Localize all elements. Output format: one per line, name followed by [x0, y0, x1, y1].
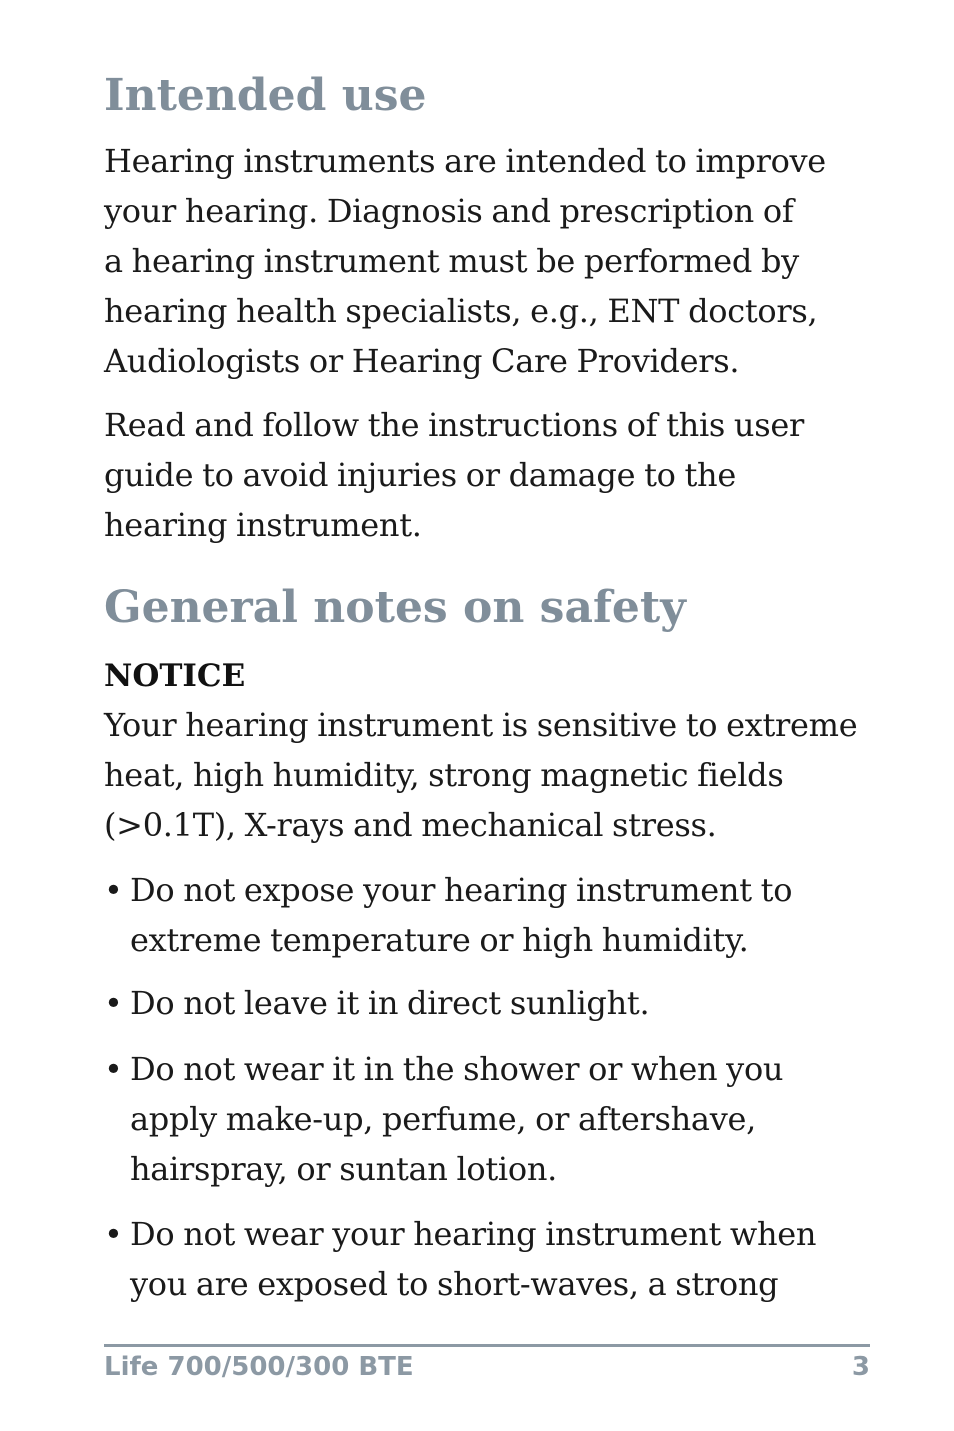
bullet-icon: • [104, 1050, 123, 1088]
text-line: (>0.1T), X-rays and mechanical stress. [104, 806, 717, 844]
bullet-text [130, 865, 870, 965]
footer-divider [104, 1344, 870, 1347]
text-line: hearing health specialists, e.g., ENT doctors, [104, 292, 818, 330]
text-line: Your hearing instrument is sensitive to extreme [104, 706, 858, 744]
text-line: extreme temperature or high humidity. [130, 921, 749, 959]
bullet-text [130, 1044, 870, 1194]
footer-product-name: Life 700/500/300 BTE [104, 1352, 414, 1382]
page-number: 3 [851, 1352, 870, 1382]
list-item [104, 1209, 870, 1309]
list-item [104, 1044, 870, 1194]
list-item [104, 978, 870, 1028]
text-line: apply make-up, perfume, or aftershave, [130, 1100, 756, 1138]
text-line: Hearing instruments are intended to improve [104, 142, 826, 180]
text-line: your hearing. Diagnosis and prescription of [104, 192, 794, 230]
notice-label: NOTICE [104, 658, 246, 694]
text-line: you are exposed to short-waves, a strong [130, 1265, 779, 1303]
intended-use-paragraph [104, 136, 870, 386]
text-line: hearing instrument. [104, 506, 422, 544]
text-line: Do not leave it in direct sunlight. [130, 984, 650, 1022]
text-line: Do not wear your hearing instrument when [130, 1215, 817, 1253]
text-line: Do not wear it in the shower or when you [130, 1050, 784, 1088]
text-line: Read and follow the instructions of this user [104, 406, 804, 444]
section-heading-intended-use: Intended use [104, 70, 427, 121]
text-line: Audiologists or Hearing Care Providers. [104, 342, 740, 380]
text-line: hairspray, or suntan lotion. [130, 1150, 558, 1188]
bullet-text [130, 978, 870, 1028]
notice-paragraph [104, 700, 870, 850]
bullet-icon: • [104, 984, 123, 1022]
text-line: a hearing instrument must be performed by [104, 242, 799, 280]
bullet-icon: • [104, 871, 123, 909]
list-item [104, 865, 870, 965]
text-line: Do not expose your hearing instrument to [130, 871, 793, 909]
bullet-text [130, 1209, 870, 1309]
text-line: guide to avoid injuries or damage to the [104, 456, 736, 494]
instructions-paragraph [104, 400, 870, 550]
section-heading-safety: General notes on safety [104, 582, 686, 633]
bullet-icon: • [104, 1215, 123, 1253]
text-line: heat, high humidity, strong magnetic fields [104, 756, 784, 794]
